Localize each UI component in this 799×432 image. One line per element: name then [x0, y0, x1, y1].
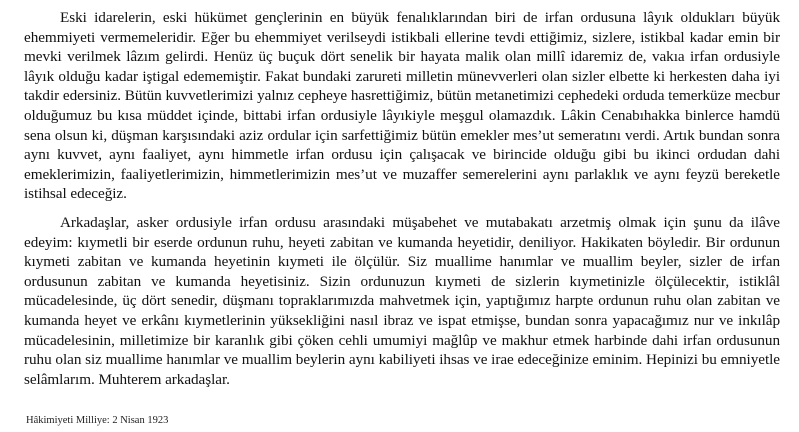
paragraph-1: Eski idarelerin, eski hükümet gençlerinin en büyük fenalıklarından biri de irfan ordusuna lâyık oldukları büyük ehemmiyeti vermemeleridir. Eğer bu ehemmiyet verilseydi istikbali ellerine tevdi ettiğimiz, sizlere, istikbal kadar emin bir mevki verilmek lâzım gelirdi. Henüz üç buçuk dört senelik bir hayata malik olan millî idaremiz de, vakıa irfan ordusiyle lâyık olduğu kadar iştigal edememiştir. Fakat bundaki zarureti milletin münevverleri olan sizler elbette ki herkesten daha iyi takdir edersiniz. Bütün kuvvetlerimizi yalnız cepheye hasrettiğimiz, bütün metanetimizi cephedeki orduda temerküze mecbur olduğumuz bu kısa müddet içinde, bittabi irfan ordusiyle lâyıkiyle meşgul olamazdık. Lâkin Cenabıhakka binlerce hamdü sena olsun ki, düşman karşısındaki aziz ordular için sarfettiğimiz bütün emekler mes’ut semeratını verdi. Artık bundan sonra aynı kuvvet, aynı faaliyet, aynı himmetle irfan ordusu için çalışacak ve birincide olduğu gibi bu ikinci ordudan dahi emeklerimizin, faaliyetlerimizin, himmetlerimizin mes’ut ve muzaffer semerelerini aynı parlaklık ve aynı feyzü bereketle istihsal edeceğiz. [24, 9, 780, 203]
paragraph-2: Arkadaşlar, asker ordusiyle irfan ordusu arasındaki müşabehet ve mutabakatı arzetmiş olmak için şunu da ilâve edeyim: kıymetli bir eserde ordunun ruhu, heyeti zabitan ve kumanda heyetidir, deniliyor. Hakikaten böyledir. Bir ordunun kıymeti zabitan ve kumanda heyetinin kıymeti ile ölçülür. Siz muallime hanımlar ve muallim beyler, sizler de irfan ordusunun zabitan ve kumanda heyetisiniz. Sizin ordunuzun kıymeti de sizlerin kıymetinizle ölçülecektir, istiklâl mücadelesinde, üç dört senedir, düşmanı topraklarımızda mahvetmek için, yaptığımız harpte ordunun ruhu olan zabitan ve kumanda heyet ve erkânı kıymetlerinin yüksekliğini nasıl ibraz ve ispat etmişse, bundan sonra yapacağımız nur ve inkılâp mücadelesinin, milletimize bir karanlık gibi çöken cehli umumiyi mağlûp ve makhur etmek harbinde dahi irfan ordusunun ruhu olan siz muallime hanımlar ve muallim beylerin aynı kabiliyeti ihsas ve irae edeceğinize eminim. Hepinizi bu emniyetle selâmlarım. Muhterem arkadaşlar. [24, 213, 780, 388]
document-body [24, 8, 780, 389]
source-citation: Hâkimiyeti Milliye: 2 Nisan 1923 [26, 415, 169, 426]
